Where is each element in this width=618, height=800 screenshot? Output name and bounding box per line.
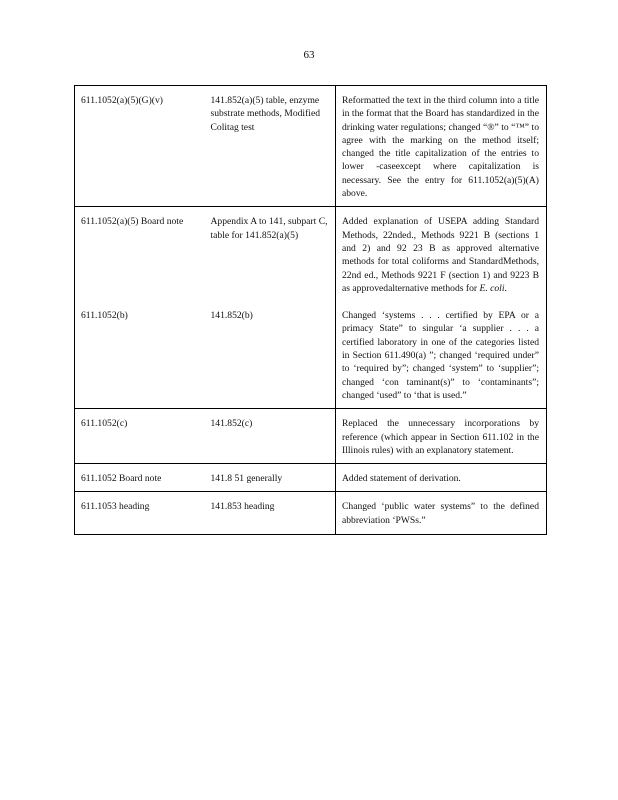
description-cell: Added statement of derivation. [336, 464, 547, 492]
description-cell [336, 207, 547, 301]
federal-section-cell: 141.853 heading [205, 492, 336, 534]
table-row [75, 464, 547, 492]
description-cell: Replaced the unnecessary incorporations by reference (which appear in Section 611.102 in the Illinois rules) with an explanatory statement. [336, 409, 547, 464]
description-cell: Reformatted the text in the third column into a title in the format that the Board has standardized in the drinking water regulations; changed “®” to “™” to agree with the marking on the method itself; changed the title capitalization of the entries to lower -caseexcept where capitalization is necessary. See the entry for 611.1052(a)(5)(A) above. [336, 86, 547, 207]
derivation-table [74, 85, 547, 535]
description-text: Added explanation of USEPA adding Standard Methods, 22nded., Methods 9221 B (sections 1 and 2) and 92 23 B as approved alternative methods for total coliforms and StandardMethods, 22nd ed., Methods 9221 F (section 1) and 9223 B as approvedalternative methods for [342, 216, 539, 294]
illinois-section-cell: 611.1052 Board note [75, 464, 205, 492]
description-cell: Changed ‘systems . . . certified by EPA or a primacy State” to singular ‘a supplier . . . a certified laboratory in one of the categories listed in Section 611.490(a) ”; changed ‘required under” to ‘required by”; changed ‘system” to ‘supplier”; changed ‘con taminant(s)” to ‘contaminants”; changed ‘used” to ‘that is used.” [336, 301, 547, 409]
federal-section-cell: Appendix A to 141, subpart C, table for 141.852(a)(5) [205, 207, 336, 301]
federal-section-cell: 141.852(a)(5) table, enzyme substrate methods, Modified Colitag test [205, 86, 336, 207]
species-name: E. coli [479, 282, 505, 294]
federal-section-cell: 141.852(c) [205, 409, 336, 464]
federal-section-cell: 141.8 51 generally [205, 464, 336, 492]
description-cell: Changed ‘public water systems” to the defined abbreviation ‘PWSs.” [336, 492, 547, 534]
federal-section-cell: 141.852(b) [205, 301, 336, 409]
table-row [75, 207, 547, 301]
table-row [75, 409, 547, 464]
table-row [75, 301, 547, 409]
illinois-section-cell: 611.1052(a)(5) Board note [75, 207, 205, 301]
illinois-section-cell: 611.1052(a)(5)(G)(v) [75, 86, 205, 207]
table-row [75, 86, 547, 207]
description-end: . [504, 282, 507, 294]
page-number: 63 [303, 49, 315, 61]
table-row [75, 492, 547, 534]
illinois-section-cell: 611.1053 heading [75, 492, 205, 534]
illinois-section-cell: 611.1052(c) [75, 409, 205, 464]
illinois-section-cell: 611.1052(b) [75, 301, 205, 409]
